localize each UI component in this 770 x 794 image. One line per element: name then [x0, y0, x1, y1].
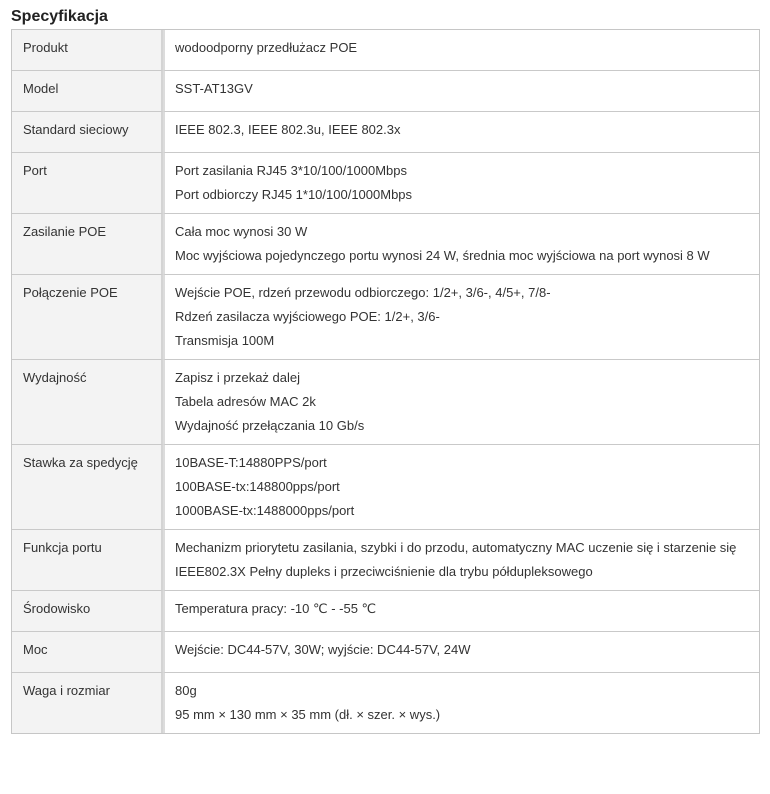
row-value — [163, 30, 759, 71]
spec-table — [11, 29, 760, 734]
value-line: wodoodporny przedłużacz POE — [175, 40, 358, 55]
value-line: Wydajność przełączania 10 Gb/s — [175, 418, 365, 433]
row-value — [163, 214, 759, 275]
row-label: Moc — [12, 632, 163, 673]
value-line: Rdzeń zasilacza wyjściowego POE: 1/2+, 3/6- — [175, 309, 440, 324]
value-line: Transmisja 100M — [175, 333, 275, 348]
row-value — [163, 275, 759, 360]
value-line: Temperatura pracy: -10 ℃ - -55 ℃ — [175, 601, 377, 616]
value-line: Port zasilania RJ45 3*10/100/1000Mbps — [175, 163, 407, 178]
value-line: Wejście POE, rdzeń przewodu odbiorczego: 1/2+, 3/6-, 4/5+, 7/8- — [175, 285, 551, 300]
row-value — [163, 530, 759, 591]
row-value — [163, 112, 759, 153]
row-value — [163, 632, 759, 673]
value-line: Wejście: DC44-57V, 30W; wyjście: DC44-57V, 24W — [175, 642, 471, 657]
value-line: Zapisz i przekaż dalej — [175, 370, 300, 385]
row-label: Model — [12, 71, 163, 112]
table-row — [12, 112, 759, 153]
value-line: 1000BASE-tx:1488000pps/port — [175, 503, 355, 518]
value-line: 95 mm × 130 mm × 35 mm (dł. × szer. × wys.) — [175, 707, 441, 722]
value-line: SST-AT13GV — [175, 81, 253, 96]
value-line: Moc wyjściowa pojedynczego portu wynosi 24 W, średnia moc wyjściowa na port wynosi 8 W — [175, 248, 710, 263]
value-line: Mechanizm priorytetu zasilania, szybki i do przodu, automatyczny MAC uczenie się i starzenie się IEEE802.3X Pełny dupleks i przeciwciśnienie dla trybu półdupleksowego — [175, 540, 737, 579]
table-row — [12, 673, 759, 733]
row-label: Standard sieciowy — [12, 112, 163, 153]
row-value — [163, 673, 759, 733]
value-line: Tabela adresów MAC 2k — [175, 394, 316, 409]
row-label: Wydajność — [12, 360, 163, 445]
row-label: Produkt — [12, 30, 163, 71]
row-label: Funkcja portu — [12, 530, 163, 591]
table-row — [12, 275, 759, 360]
row-value — [163, 153, 759, 214]
value-line: Cała moc wynosi 30 W — [175, 224, 308, 239]
table-row — [12, 445, 759, 530]
value-line: 100BASE-tx:148800pps/port — [175, 479, 340, 494]
row-label: Zasilanie POE — [12, 214, 163, 275]
row-label: Waga i rozmiar — [12, 673, 163, 733]
page-title: Specyfikacja — [11, 8, 108, 25]
table-row — [12, 214, 759, 275]
value-line: 80g — [175, 683, 197, 698]
table-row — [12, 632, 759, 673]
table-row — [12, 30, 759, 71]
table-row — [12, 360, 759, 445]
row-label: Stawka za spedycję — [12, 445, 163, 530]
row-label: Port — [12, 153, 163, 214]
value-line: IEEE 802.3, IEEE 802.3u, IEEE 802.3x — [175, 122, 401, 137]
row-value — [163, 71, 759, 112]
table-row — [12, 71, 759, 112]
table-row — [12, 530, 759, 591]
value-line: 10BASE-T:14880PPS/port — [175, 455, 327, 470]
table-row — [12, 153, 759, 214]
row-value — [163, 445, 759, 530]
row-value — [163, 591, 759, 632]
table-row — [12, 591, 759, 632]
row-label: Połączenie POE — [12, 275, 163, 360]
row-label: Środowisko — [12, 591, 163, 632]
row-value — [163, 360, 759, 445]
value-line: Port odbiorczy RJ45 1*10/100/1000Mbps — [175, 187, 413, 202]
